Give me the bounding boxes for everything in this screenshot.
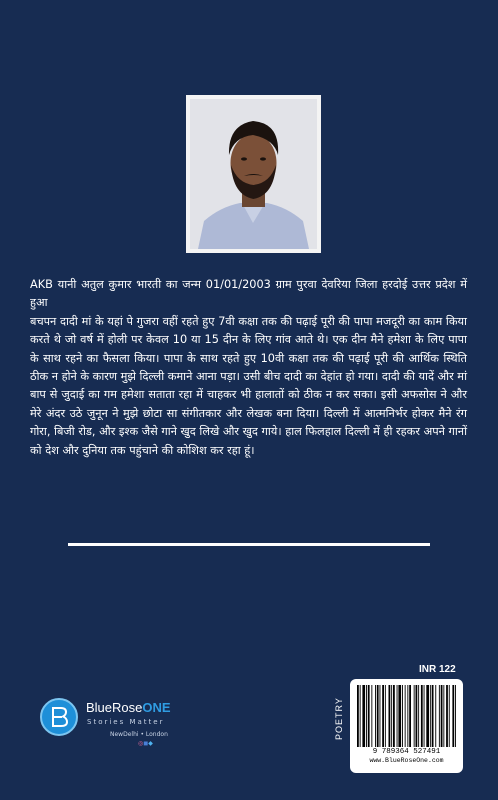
bio-body: बचपन दादी मां के यहां पे गुजरा वहीं रहते हुए 7वी कक्षा तक की पढ़ाई पूरी की पापा मजदूरी का काम किया करते थे जो वर्ष में होली पर केवल 10 या 15 दीन के लिए गांव आते थे। एक दीन मैने हमेशा के लिए पापा के साथ रहने का फैसला किया। पापा के साथ रहते हुए 10वी कक्षा तक की पढ़ाई पूरी की आर्थिक स्थिति ठीक न होने के कारण मुझे दिल्ली कमाने आना पड़ा। उसी बीच दादी का देहांत हो गया। दादी की यादें और मां बाप से जुदाई का गम हमेशा सताता रहा में चाहकर भी हालातों को ठीक न कर सका। इसी अफसोस ने और मेरे अंदर उठे जुनून ने मुझे छोटा सा संगीतकार और लेखक बना दिया। दिल्ली में आत्मनिर्भर होकर मैने रंग गोरा, बिजी रोड, और इश्क जैसे गाने खुद लिखे और खुद गाये। हाल फिलहाल दिल्ली में ही रहकर अपने गानों को देश और दुनिया तक पहुंचाने की कोशिश कर रहा हूं। [30, 314, 467, 457]
author-photo [190, 99, 317, 249]
barcode-bar [421, 685, 423, 747]
barcode-bar [418, 685, 419, 747]
barcode-bar [389, 685, 391, 747]
barcode-bar [375, 685, 376, 747]
barcode-bar [377, 685, 379, 747]
facebook-icon: ◼ [143, 740, 149, 747]
barcode-bar [397, 685, 398, 747]
barcode-bar [439, 685, 440, 747]
social-icons [138, 740, 153, 747]
publisher-logo-icon [40, 698, 78, 736]
author-photo-frame [186, 95, 321, 253]
barcode-bar [371, 685, 372, 747]
bio-intro: AKB यानी अतुल कुमार भारती का जन्म 01/01/2003 ग्राम पुरवा देवरिया जिला हरदोई उत्तर प्रदेश में हुआ [30, 278, 467, 310]
barcode-bar [393, 685, 395, 747]
publisher-tagline: Stories Matter [87, 718, 165, 726]
barcode-bar [405, 685, 406, 747]
isbn-number: 9 789364 527491 [372, 748, 441, 756]
barcode-bar [407, 685, 408, 747]
instagram-icon: ◎ [138, 740, 144, 747]
price-label: INR 122 [419, 664, 456, 675]
publisher-name [86, 700, 171, 715]
barcode-bar [441, 685, 443, 747]
barcode-box [350, 679, 463, 773]
barcode-bar [432, 685, 434, 747]
twitter-icon: ◆ [148, 740, 153, 747]
barcode-bar [360, 685, 361, 747]
barcode-bar [409, 685, 411, 747]
barcode-bar [446, 685, 448, 747]
barcode-bar [435, 685, 436, 747]
barcode-bar [368, 685, 370, 747]
barcode-bar [362, 685, 365, 747]
barcode-bar [414, 685, 415, 747]
barcode-bar [455, 685, 456, 747]
barcode [356, 685, 457, 747]
barcode-bar [402, 685, 403, 747]
barcode-bar [385, 685, 386, 747]
publisher-url: www.BlueRoseOne.com [369, 757, 444, 764]
barcode-bar [449, 685, 450, 747]
barcode-bar [391, 685, 392, 747]
publisher-cities: NewDelhi • London [110, 731, 168, 738]
divider [68, 543, 430, 546]
barcode-bar [426, 685, 429, 747]
author-bio [30, 276, 467, 460]
barcode-bar [452, 685, 454, 747]
barcode-bar [416, 685, 418, 747]
barcode-bar [424, 685, 425, 747]
genre-label: POETRY [334, 697, 344, 740]
barcode-bar [357, 685, 359, 747]
barcode-bar [443, 685, 444, 747]
barcode-bar [430, 685, 431, 747]
barcode-bar [398, 685, 401, 747]
publisher-name-main: BlueRose [86, 700, 143, 715]
barcode-bar [366, 685, 367, 747]
barcode-bar [382, 685, 384, 747]
publisher-name-accent: ONE [142, 700, 171, 715]
barcode-bar [380, 685, 381, 747]
